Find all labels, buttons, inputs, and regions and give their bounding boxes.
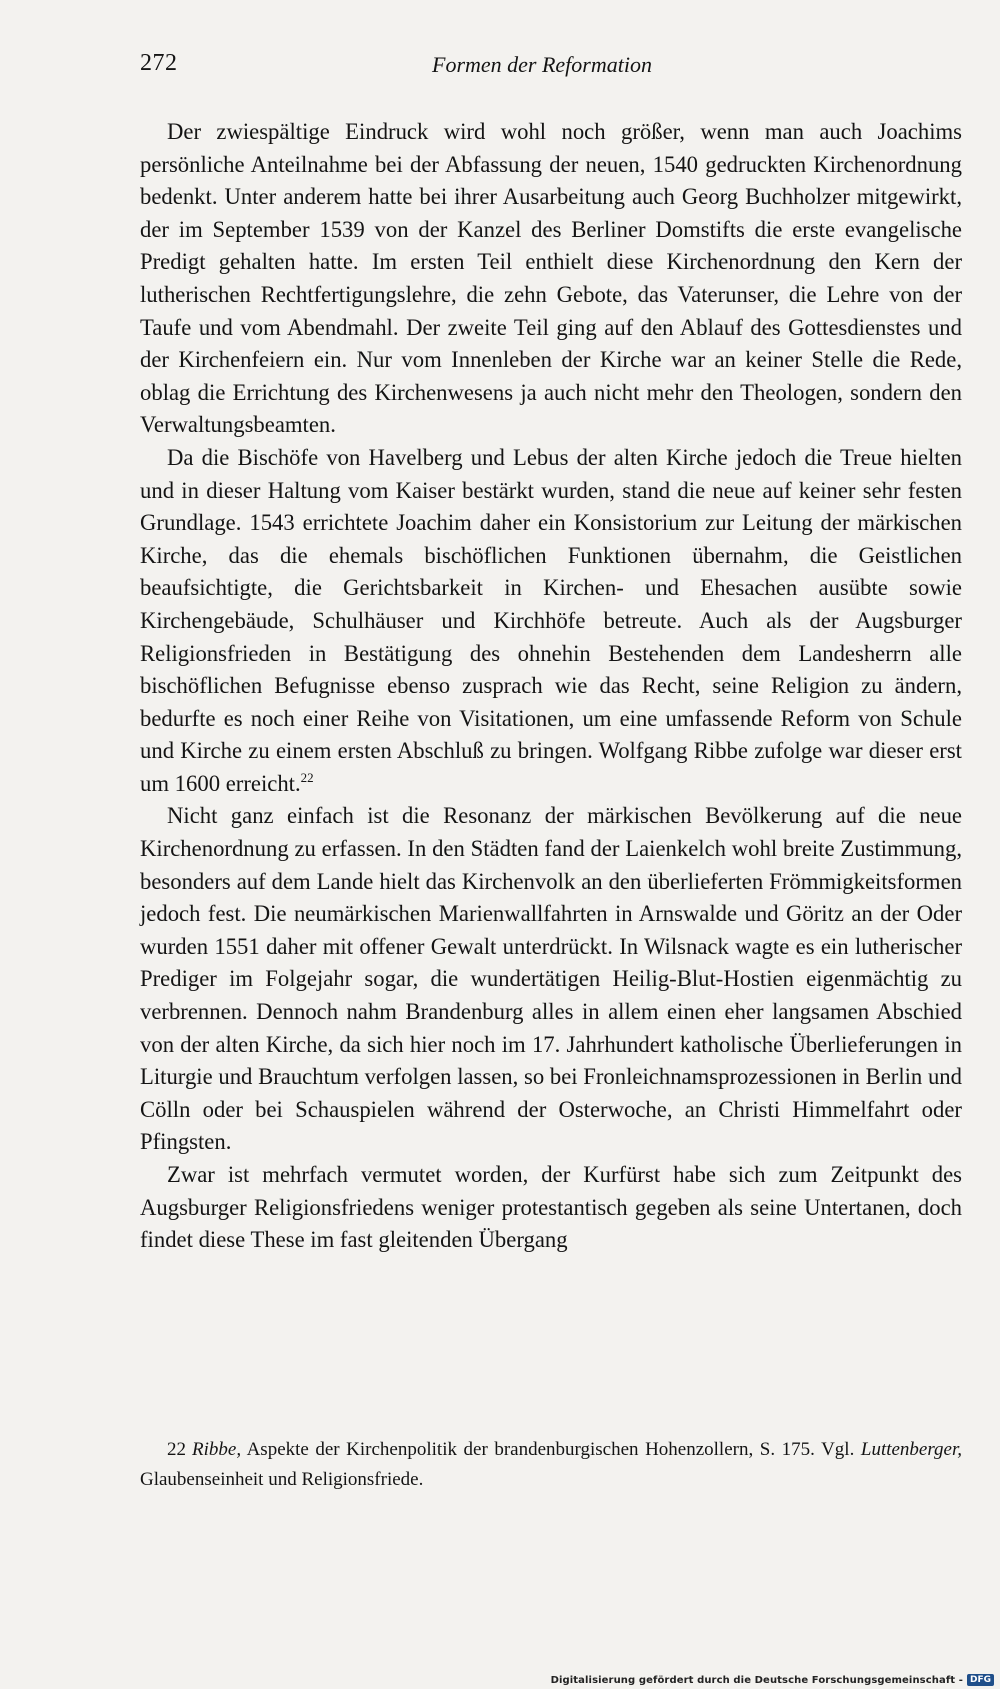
footnote-author-1: Ribbe, — [192, 1439, 242, 1460]
footnote-author-2: Luttenberger, — [860, 1439, 963, 1460]
footnote-22 — [140, 1435, 962, 1495]
digitization-notice — [551, 1674, 994, 1686]
running-title: Formen der Reformation — [432, 52, 652, 77]
footnote-text-1: Aspekte der Kirchenpolitik der brandenburgischen Hohenzollern, S. 175. Vgl. — [246, 1439, 855, 1460]
page-header — [140, 50, 960, 84]
paragraph-1: Der zwiespältige Eindruck wird wohl noch größer, wenn man auch Joachims persönliche Anteilnahme bei der Abfassung der neuen, 1540 gedruckten Kirchenordnung bedenkt. Unter anderem hatte bei ihrer Ausarbeitung auch Georg Buchholzer mitgewirkt, der im September 1539 von der Kanzel des Berliner Domstifts die erste evangelische Predigt gehalten hatte. Im ersten Teil enthielt diese Kirchenordnung den Kern der lutherischen Rechtfertigungslehre, die zehn Gebote, das Vaterunser, die Lehre von der Taufe und vom Abendmahl. Der zweite Teil ging auf den Ablauf des Gottesdienstes und der Kirchenfeiern ein. Nur vom Innenleben der Kirche war an keiner Stelle die Rede, oblag die Errichtung des Kirchenwesens ja auch nicht mehr den Theologen, sondern den Verwaltungsbeamten. — [140, 119, 962, 438]
dfg-logo-icon: DFG — [967, 1674, 994, 1686]
paragraph-2 — [140, 442, 962, 801]
footnotes — [140, 1435, 962, 1495]
page-number: 272 — [140, 50, 178, 76]
paragraph-3: Nicht ganz einfach ist die Resonanz der märkischen Bevölkerung auf die neue Kirchenordnung zu erfassen. In den Städten fand der Laienkelch wohl breite Zustimmung, besonders auf dem Lande hielt das Kirchenvolk an den überlieferten Frömmigkeitsformen jedoch fest. Die neumärkischen Marienwallfahrten in Arnswalde und Göritz an der Oder wurden 1551 daher mit offener Gewalt unterdrückt. In Wilsnack wagte es ein lutherischer Prediger im Folgejahr sogar, die wundertätigen Heilig-Blut-Hostien eigenmächtig zu verbrennen. Dennoch nahm Brandenburg alles in allem einen eher langsamen Abschied von der alten Kirche, da sich hier noch im 17. Jahrhundert katholische Überlieferungen in Liturgie und Brauchtum verfolgen lassen, so bei Fronleichnamsprozessionen in Berlin und Cölln oder bei Schauspielen während der Osterwoche, an Christi Himmelfahrt oder Pfingsten. — [140, 803, 962, 1155]
body-text — [140, 116, 962, 1257]
footnote-number: 22 — [167, 1439, 186, 1460]
footnote-reference[interactable]: 22 — [300, 769, 314, 785]
digitization-notice-text: Digitalisierung gefördert durch die Deutsche Forschungsgemeinschaft - — [550, 1674, 963, 1686]
footnote-text-2: Glaubenseinheit und Religionsfriede. — [140, 1469, 424, 1490]
paragraph-2-text: Da die Bischöfe von Havelberg und Lebus der alten Kirche jedoch die Treue hielten und in dieser Haltung vom Kaiser bestärkt wurden, stand die neue auf keiner sehr festen Grundlage. 1543 errichtete Joachim daher ein Konsistorium zur Leitung der märkischen Kirche, das die ehemals bischöflichen Funktionen übernahm, die Geistlichen beaufsichtigte, die Gerichtsbarkeit in Kirchen- und Ehesachen ausübte sowie Kirchengebäude, Schulhäuser und Kirchhöfe betreute. Auch als der Augsburger Religionsfrieden in Bestätigung des ohnehin Bestehenden dem Landesherrn alle bischöflichen Befugnisse ebenso zusprach wie das Recht, seine Religion zu ändern, bedurfte es noch einer Reihe von Visitationen, um eine umfassende Reform von Schule und Kirche zu einem ersten Abschluß zu bringen. Wolfgang Ribbe zufolge war dieser erst um 1600 erreicht. — [140, 444, 962, 796]
paragraph-4: Zwar ist mehrfach vermutet worden, der Kurfürst habe sich zum Zeitpunkt des Augsburger Religionsfriedens weniger protestantisch gegeben als seine Untertanen, doch findet diese These im fast gleitenden Übergang — [140, 1162, 962, 1253]
